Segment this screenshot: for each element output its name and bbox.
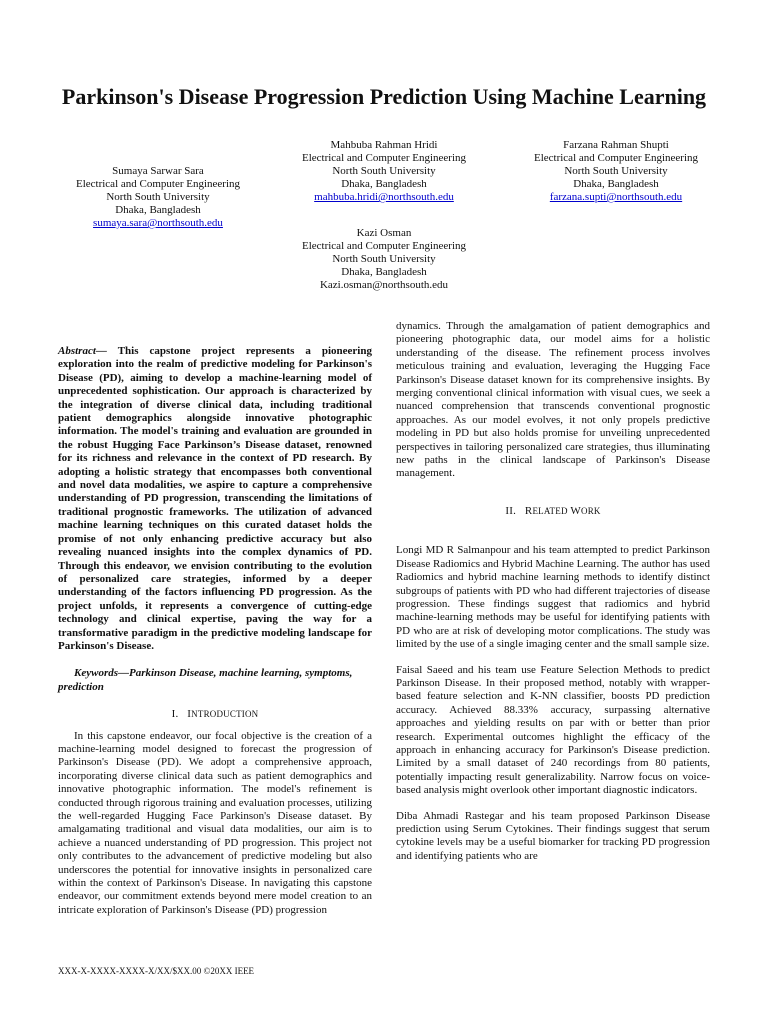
related-work-paragraph: Diba Ahmadi Rastegar and his team proposed Parkinson Disease prediction using Serum Cytokines. Their findings suggest that serum cytokine levels may be a useful biomarker for tracking PD progression and identifying patients who are	[396, 809, 710, 862]
right-column	[396, 320, 710, 875]
author-block-3	[516, 139, 716, 204]
author-org: North South University	[564, 165, 668, 177]
author-email: Kazi.osman@northsouth.edu	[319, 279, 449, 291]
author-org: North South University	[106, 191, 210, 203]
abstract	[58, 345, 372, 653]
copyright-footer: XXX-X-XXXX-XXXX-X/XX/$XX.00 ©20XX IEEE	[58, 966, 255, 976]
author-city: Dhaka, Bangladesh	[341, 266, 427, 278]
author-city: Dhaka, Bangladesh	[115, 204, 201, 216]
introduction-paragraph: In this capstone endeavor, our focal objective is the creation of a machine-learning model designed to forecast the progression of Parkinson's Disease (PD). We adopt a comprehensive approach, incorporating diverse clinical data such as patient demographics and innovative photographic information. The model's refinement is conducted through rigorous training and evaluation processes, utilizing the well-regarded Hugging Face Parkinson's Disease dataset. By amalgamating traditional and visual data modalities, our aim is to achieve a nuanced understanding of PD progression. This project not only contributes to the advancement of predictive modeling but also underscores the potential for innovative insights in personalized care within the context of Parkinson's Disease. In navigating this capstone endeavor, our commitment extends beyond mere model creation to an intricate exploration of Parkinson's Disease (PD) progression	[58, 729, 372, 916]
author-dept: Electrical and Computer Engineering	[533, 152, 699, 164]
related-work-paragraph: Faisal Saeed and his team use Feature Selection Methods to predict Parkinson Disease. In their proposed method, notably with wrapper-based feature selection and K-NN classifier, boosts PD prediction accuracy. Achieved 88.33% accuracy, surpassing alternative approaches and yielding results on par with or better than prior research. Experimental outcomes highlight the efficacy of the approach in enhancing accuracy for Parkinson's Disease prediction. Limited by a small dataset of 240 recordings from 80 patients, potentially impacting result generalizability. Narrow focus on voice-based analysis might overlook other important diagnostic indicators.	[396, 663, 710, 797]
author-email-link[interactable]: sumaya.sara@northsouth.edu	[93, 217, 223, 229]
author-org: North South University	[332, 165, 436, 177]
author-dept: Electrical and Computer Engineering	[301, 152, 467, 164]
author-name: Mahbuba Rahman Hridi	[330, 139, 438, 151]
author-dept: Electrical and Computer Engineering	[75, 178, 241, 190]
paper-title: Parkinson's Disease Progression Prediction Using Machine Learning	[61, 84, 707, 109]
author-city: Dhaka, Bangladesh	[573, 178, 659, 190]
author-email-link[interactable]: mahbuba.hridi@northsouth.edu	[314, 191, 454, 203]
introduction-continued-paragraph: dynamics. Through the amalgamation of patient demographics and pioneering photographic data, our model aims for a holistic understanding of the disease. The refinement process involves meticulous training and evaluation, leveraging the Hugging Face Parkinson's Disease dataset known for its comprehensive insights. By merging conventional clinical information with visual cues, we seek a nuanced comprehension that transcends conventional prognostic approaches. As our model evolves, it not only propels predictive modeling in PD but also holds promise for unveiling unprecedented perspectives in tailoring personalized care strategies, thus illuminating new paths in the clinical landscape of Parkinson's Disease management.	[396, 320, 710, 480]
related-work-paragraph: Longi MD R Salmanpour and his team attempted to predict Parkinson Disease Radiomics and Hybrid Machine Learning. The author has used Radiomics and hybrid machine learning methods to identify distinct subgroups of patients with PD who had different trajectories of disease progression. These findings suggest that radiomics and hybrid machine-learning methods may be useful for identifying patients with PD who are at risk of developing motor complications. The study was limited by the use of a single imaging center and the small sample size.	[396, 544, 710, 651]
author-name: Farzana Rahman Shupti	[563, 139, 669, 151]
author-name: Kazi Osman	[356, 227, 412, 239]
author-name: Sumaya Sarwar Sara	[112, 165, 204, 177]
abstract-label: Abstract—	[58, 345, 107, 357]
left-column	[58, 345, 372, 917]
author-block-1	[58, 165, 258, 230]
section-heading-related-work: II. RELATED WORK	[505, 504, 601, 517]
author-org: North South University	[332, 253, 436, 265]
author-block-2	[284, 139, 484, 204]
author-dept: Electrical and Computer Engineering	[301, 240, 467, 252]
author-city: Dhaka, Bangladesh	[341, 178, 427, 190]
author-email-link[interactable]: farzana.supti@northsouth.edu	[549, 191, 683, 203]
author-block-4	[284, 227, 484, 292]
keywords: Keywords—Parkinson Disease, machine learning, symptoms, prediction	[58, 667, 353, 693]
section-heading-introduction: I. INTRODUCTION	[171, 708, 259, 721]
abstract-text: This capstone project represents a pioneering exploration into the realm of predictive modeling for Parkinson's Disease (PD), aiming to develop a machine-learning model of unprecedented sophistication. Our approach is characterized by the integration of diverse clinical data, including traditional patient demographics alongside innovative photographic information. The model's training and evaluation are grounded in the robust Hugging Face Parkinson’s Disease dataset, renowned for its richness and relevance in the context of PD research. By adopting a holistic strategy that encompasses both conventional and novel data modalities, we aspire to capture a comprehensive understanding of PD progression, transcending the limitations of traditional prognostic frameworks. The utilization of advanced machine learning techniques on this curated dataset holds the promise of not only enhancing predictive accuracy but also revealing nuanced insights into the complex dynamics of PD. Through this endeavor, we envision contributing to the evolution of personalized care strategies, informed by a deeper understanding of the factors influencing PD progression. As the project unfolds, it represents a convergence of cutting-edge technology and clinical expertise, paving the way for a transformative paradigm in the predictive modeling landscape for Parkinson's Disease.	[58, 345, 372, 652]
